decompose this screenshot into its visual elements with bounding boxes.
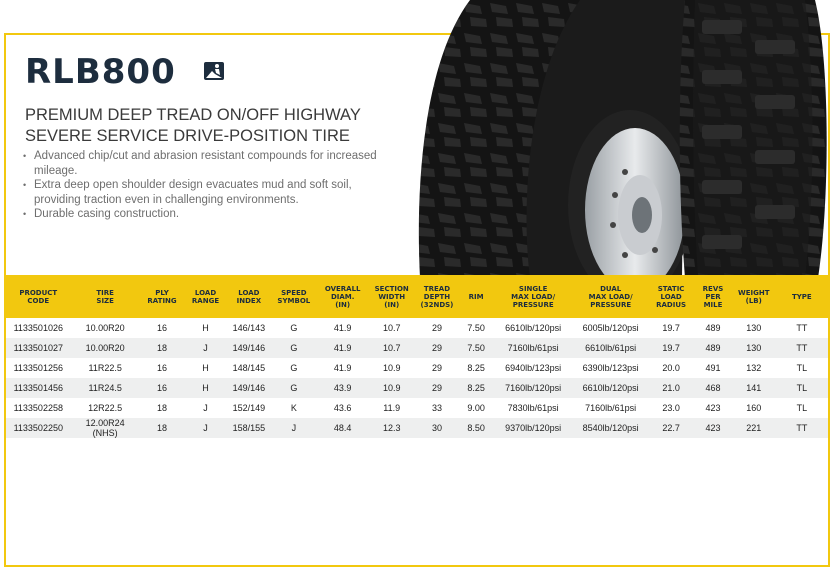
table-cell: 1133502258 — [13, 403, 63, 413]
column-header-line: SPEED — [281, 288, 307, 297]
table-header-row — [6, 275, 828, 318]
feature-item: • Durable casing construction. — [34, 207, 384, 222]
table-cell: 43.6 — [333, 403, 352, 413]
table-cell: 158/155 — [232, 423, 266, 433]
table-cell: 10.9 — [382, 363, 401, 373]
table-row — [6, 338, 828, 358]
table-cell: TT — [796, 423, 808, 433]
table-cell: 423 — [705, 423, 721, 433]
column-header-line: (LB) — [745, 296, 762, 305]
table-cell: 12R22.5 — [88, 403, 123, 413]
table-cell: 29 — [431, 343, 442, 353]
table-cell: 16 — [157, 323, 168, 333]
column-header-line: DUAL — [600, 284, 622, 293]
column-header — [6, 275, 71, 318]
column-header-line: MAX LOAD/ — [511, 292, 556, 301]
subtitle-line: PREMIUM DEEP TREAD ON/OFF HIGHWAY — [25, 106, 361, 124]
table-cell: 489 — [705, 323, 721, 333]
table-cell: K — [290, 403, 297, 413]
column-header-line: SIZE — [96, 296, 114, 305]
column-header — [573, 275, 648, 318]
table-cell: 11.9 — [383, 403, 401, 413]
column-header — [184, 275, 226, 318]
table-cell: 20.0 — [662, 363, 680, 373]
table-cell: 19.7 — [662, 323, 680, 333]
table-cell: H — [202, 363, 209, 373]
column-header-line: CODE — [27, 296, 50, 305]
table-cell: 10.00R20 — [85, 323, 125, 333]
table-cell: 9.00 — [467, 403, 485, 413]
table-cell: TL — [796, 363, 808, 373]
table-cell: 8.25 — [467, 363, 485, 373]
table-cell: 1133501456 — [13, 383, 63, 393]
column-header — [648, 275, 694, 318]
table-cell: 10.00R20 — [85, 343, 125, 353]
table-cell: 148/145 — [232, 363, 266, 373]
column-header — [227, 275, 271, 318]
table-cell: 18 — [157, 403, 168, 413]
table-cell: J — [203, 403, 208, 413]
column-header — [493, 275, 573, 318]
table-cell: 22.7 — [662, 423, 680, 433]
tire-product-image — [410, 0, 835, 278]
table-cell: 1133501026 — [13, 323, 63, 333]
column-header-line: WEIGHT — [737, 288, 770, 297]
table-cell: TL — [796, 403, 808, 413]
table-cell: TL — [796, 383, 808, 393]
table-cell: J — [291, 423, 297, 433]
column-header-line: (IN) — [384, 300, 400, 309]
table-cell: 19.7 — [662, 343, 680, 353]
table-cell: J — [203, 423, 208, 433]
table-cell: 7160lb/61psi — [585, 403, 637, 413]
table-cell: 41.9 — [333, 363, 352, 373]
table-row — [6, 418, 828, 438]
column-header-line: INDEX — [236, 296, 262, 305]
table-cell: 10.7 — [382, 343, 401, 353]
column-header-line: OVERALL — [324, 284, 361, 293]
table-cell: 7.50 — [467, 343, 485, 353]
feature-list — [22, 149, 384, 222]
table-cell: 29 — [431, 363, 442, 373]
table-row — [6, 318, 828, 338]
table-cell: 149/146 — [232, 383, 266, 393]
specs-table — [6, 275, 828, 438]
table-cell: 16 — [157, 363, 168, 373]
table-row — [6, 398, 828, 418]
table-cell: 8.25 — [467, 383, 485, 393]
table-cell: 130 — [746, 323, 762, 333]
table-cell: 21.0 — [662, 383, 680, 393]
column-header-line: TREAD — [423, 284, 451, 293]
column-header-line: TYPE — [791, 292, 812, 301]
table-cell: 6610lb/61psi — [585, 343, 637, 353]
column-header — [459, 275, 493, 318]
table-cell: 48.4 — [333, 423, 352, 433]
table-cell: 41.9 — [333, 323, 352, 333]
column-header-line: SECTION — [374, 284, 409, 293]
table-cell: 10.7 — [382, 323, 401, 333]
column-header-line: RANGE — [191, 296, 220, 305]
table-cell: H — [202, 323, 209, 333]
table-cell: 491 — [705, 363, 721, 373]
table-cell: 11R24.5 — [88, 383, 122, 393]
table-cell: 7.50 — [467, 323, 485, 333]
product-title: RLB800 — [25, 52, 176, 92]
table-cell: 132 — [746, 363, 762, 373]
column-header-line: RIM — [468, 292, 484, 301]
column-header-line: STATIC — [657, 284, 685, 293]
table-cell: 43.9 — [333, 383, 352, 393]
table-cell: 18 — [157, 423, 168, 433]
column-header-line: SINGLE — [518, 284, 548, 293]
table-cell: 29 — [431, 323, 442, 333]
table-cell: 130 — [746, 343, 762, 353]
table-body — [6, 318, 828, 438]
table-row — [6, 378, 828, 398]
column-header-line: RATING — [147, 296, 177, 305]
table-cell: 468 — [705, 383, 721, 393]
table-cell: 11R22.5 — [88, 363, 122, 373]
table-cell: 9370lb/120psi — [505, 423, 562, 433]
table-cell: G — [290, 363, 298, 373]
column-header — [776, 275, 828, 318]
product-subtitle — [25, 105, 385, 147]
column-header-line: LOAD — [660, 292, 682, 301]
table-cell: 141 — [746, 383, 762, 393]
column-header — [317, 275, 369, 318]
table-cell: 8540lb/120psi — [582, 423, 639, 433]
column-header — [271, 275, 317, 318]
column-header-line: PRESSURE — [512, 300, 554, 309]
table-cell: 149/146 — [232, 343, 266, 353]
table-cell: G — [290, 323, 298, 333]
column-header-line: LOAD — [194, 288, 217, 297]
table-cell: 1133501027 — [13, 343, 63, 353]
table-cell: 12.3 — [382, 423, 401, 433]
table-cell: 10.9 — [382, 383, 401, 393]
column-header-line: (32NDS) — [420, 300, 454, 309]
column-header — [732, 275, 776, 318]
table-cell: 7160lb/120psi — [505, 383, 562, 393]
on-off-road-icon — [204, 62, 224, 80]
table-cell: TT — [796, 323, 808, 333]
column-header-line: TIRE — [96, 288, 114, 297]
table-cell: 41.9 — [333, 343, 352, 353]
table-cell: 7830lb/61psi — [507, 403, 559, 413]
table-cell: 30 — [431, 423, 442, 433]
table-cell: 29 — [431, 383, 442, 393]
column-header-line: PRODUCT — [19, 288, 58, 297]
column-header-line: SYMBOL — [277, 296, 311, 305]
column-header — [140, 275, 185, 318]
table-cell: 33 — [431, 403, 442, 413]
table-cell: 7160lb/61psi — [507, 343, 559, 353]
table-cell: 152/149 — [232, 403, 266, 413]
table-cell: 146/143 — [232, 323, 266, 333]
column-header-line: PER — [705, 292, 721, 301]
table-cell: G — [290, 383, 298, 393]
table-cell: 12.00R24 (NHS) — [85, 418, 125, 438]
table-cell: 18 — [157, 343, 168, 353]
column-header-line: DIAM. — [330, 292, 355, 301]
table-cell: 6610lb/120psi — [582, 383, 639, 393]
feature-item: • Advanced chip/cut and abrasion resistant compounds for increased mileage. — [34, 149, 384, 178]
column-header-line: MILE — [703, 300, 723, 309]
table-cell: 6390lb/123psi — [582, 363, 639, 373]
table-cell: 160 — [746, 403, 762, 413]
table-row — [6, 358, 828, 378]
table-cell: H — [202, 383, 209, 393]
column-header-line: PLY — [155, 288, 169, 297]
table-cell: J — [203, 343, 208, 353]
column-header-line: RADIUS — [656, 300, 687, 309]
column-header — [415, 275, 459, 318]
table-cell: 1133501256 — [13, 363, 63, 373]
column-header-line: LOAD — [238, 288, 260, 297]
table-cell: 423 — [705, 403, 721, 413]
column-header — [71, 275, 140, 318]
column-header — [369, 275, 415, 318]
column-header-line: WIDTH — [378, 292, 406, 301]
table-cell: 8.50 — [467, 423, 485, 433]
column-header-line: PRESSURE — [590, 300, 632, 309]
table-cell: 6005lb/120psi — [582, 323, 639, 333]
table-cell: TT — [796, 343, 808, 353]
table-cell: 16 — [157, 383, 168, 393]
feature-item: • Extra deep open shoulder design evacuates mud and soft soil, providing traction even in challenging environments. — [34, 178, 384, 207]
table-cell: 1133502250 — [13, 423, 63, 433]
subtitle-line: SEVERE SERVICE DRIVE-POSITION TIRE — [25, 127, 350, 145]
table-cell: 6940lb/123psi — [505, 363, 562, 373]
column-header-line: REVS — [702, 284, 724, 293]
table-cell: 221 — [746, 423, 762, 433]
column-header-line: (IN) — [335, 300, 351, 309]
table-cell: 489 — [705, 343, 721, 353]
table-cell: G — [290, 343, 298, 353]
column-header-line: MAX LOAD/ — [588, 292, 633, 301]
column-header-line: DEPTH — [423, 292, 451, 301]
table-cell: 23.0 — [662, 403, 680, 413]
column-header — [694, 275, 732, 318]
table-cell: 6610lb/120psi — [505, 323, 562, 333]
